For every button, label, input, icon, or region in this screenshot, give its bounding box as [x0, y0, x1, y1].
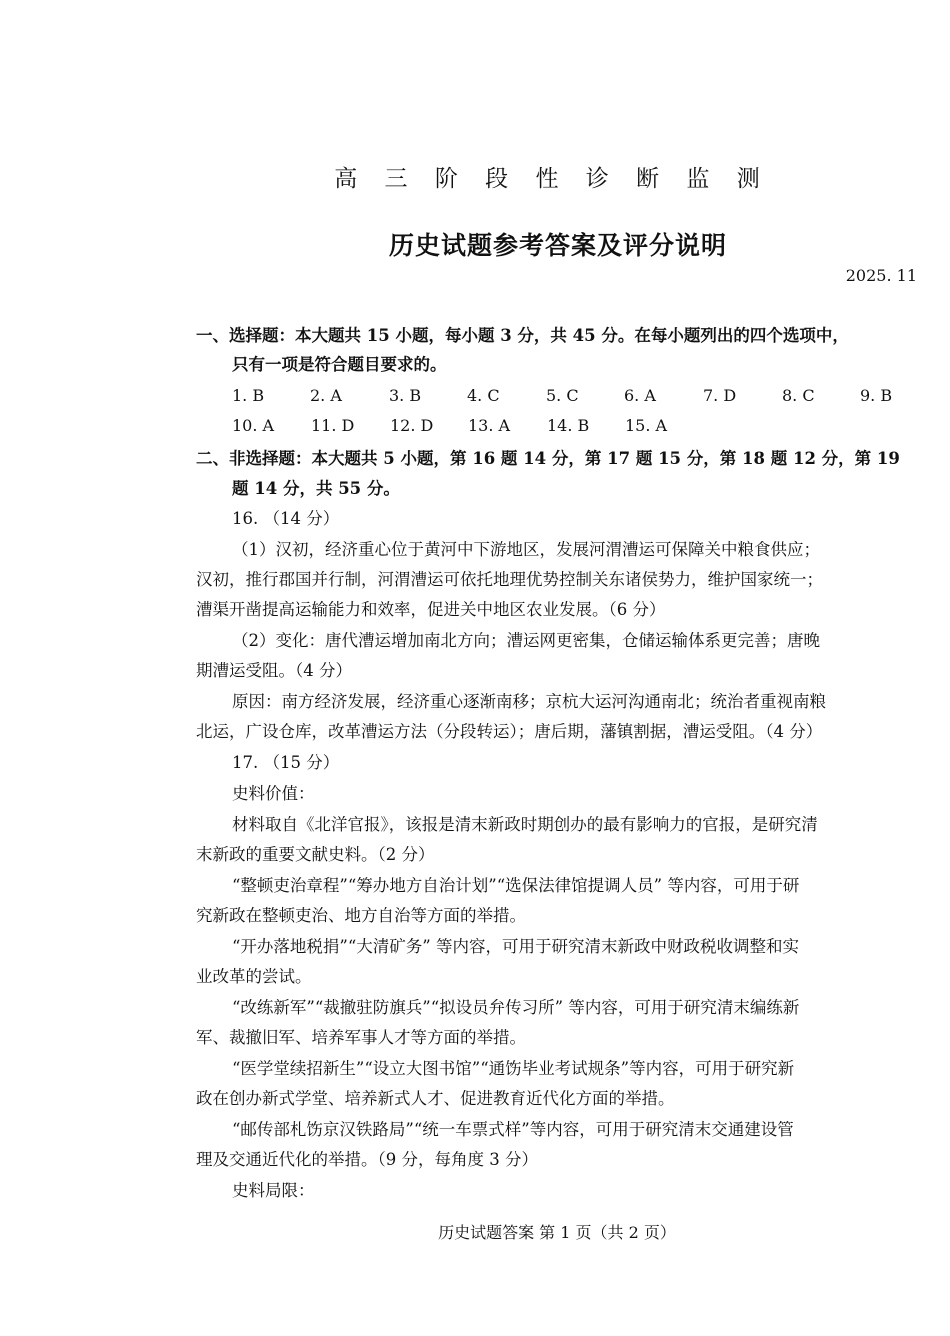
answer-item: 2. A [310, 386, 342, 405]
section2-heading-line1: 二、非选择题：本大题共 5 小题，第 16 题 14 分，第 17 题 15 分，第 18 题 12 分，第 19 [196, 449, 900, 468]
q17-education-line1: “医学堂续招新生”“设立大图书馆”“通饬毕业考试规条”等内容，可用于研究新 [232, 1059, 795, 1078]
q17-admin-line2: 究新政在整顿吏治、地方自治等方面的举措。 [196, 906, 526, 925]
answer-item: 10. A [232, 416, 275, 435]
document-date: 2025. 11 [845, 266, 917, 285]
answer-item: 12. D [390, 416, 434, 435]
q17-finance-line2: 业改革的尝试。 [196, 967, 312, 986]
q16-part2-line2: 期漕运受阻。（4 分） [196, 661, 352, 680]
q17-transport-line2: 理及交通近代化的举措。（9 分，每角度 3 分） [196, 1150, 538, 1169]
answer-item: 4. C [467, 386, 500, 405]
q17-value-label: 史料价值： [232, 784, 315, 803]
q17-military-line1: “改练新军”“裁撤驻防旗兵”“拟设员弁传习所” 等内容，可用于研究清末编练新 [232, 998, 800, 1017]
q16-part2-line1: （2）变化：唐代漕运增加南北方向；漕运网更密集，仓储运输体系更完善；唐晚 [232, 631, 820, 650]
section1-heading-line1: 一、选择题：本大题共 15 小题，每小题 3 分，共 45 分。在每小题列出的四个选项中， [196, 326, 849, 345]
q17-source-line1: 材料取自《北洋官报》，该报是清末新政时期创办的最有影响力的官报，是研究清 [232, 815, 818, 834]
q17-label: 17. （15 分） [232, 753, 340, 772]
answer-item: 14. B [547, 416, 590, 435]
exam-title: 高 三 阶 段 性 诊 断 监 测 [334, 166, 770, 192]
q16-part1-line1: （1）汉初，经济重心位于黄河中下游地区，发展河渭漕运可保障关中粮食供应； [232, 540, 820, 559]
document-title: 历史试题参考答案及评分说明 [388, 231, 727, 260]
q17-source-line2: 末新政的重要文献史料。（2 分） [196, 845, 435, 864]
answer-item: 5. C [546, 386, 579, 405]
q16-reason-line1: 原因：南方经济发展，经济重心逐渐南移；京杭大运河沟通南北；统治者重视南粮 [232, 692, 826, 711]
answer-item: 8. C [782, 386, 815, 405]
q17-transport-line1: “邮传部札饬京汉铁路局”“统一车票式样”等内容，可用于研究清末交通建设管 [232, 1120, 794, 1139]
q16-part1-line3: 漕渠开凿提高运输能力和效率，促进关中地区农业发展。（6 分） [196, 600, 666, 619]
section2-heading-line2: 题 14 分，共 55 分。 [232, 479, 400, 498]
answer-item: 13. A [468, 416, 511, 435]
answer-item: 6. A [624, 386, 656, 405]
answer-item: 9. B [860, 386, 893, 405]
q17-education-line2: 政在创办新式学堂、培养新式人才、促进教育近代化方面的举措。 [196, 1089, 675, 1108]
answer-item: 3. B [389, 386, 422, 405]
q16-label: 16. （14 分） [232, 509, 340, 528]
answer-item: 15. A [625, 416, 668, 435]
answers-row-1 [0, 386, 950, 408]
q16-part1-line2: 汉初，推行郡国并行制，河渭漕运可依托地理优势控制关东诸侯势力，维护国家统一； [196, 570, 823, 589]
answers-row-2 [0, 416, 950, 438]
q17-finance-line1: “开办落地税捐”“大清矿务” 等内容，可用于研究清末新政中财政税收调整和实 [232, 937, 799, 956]
q16-reason-line2: 北运，广设仓库，改革漕运方法（分段转运）；唐后期，藩镇割据，漕运受阻。（4 分） [196, 722, 823, 741]
q17-limit-label: 史料局限： [232, 1181, 315, 1200]
answer-item: 7. D [703, 386, 737, 405]
section1-heading-line2: 只有一项是符合题目要求的。 [232, 355, 447, 374]
q17-admin-line1: “整顿吏治章程”“筹办地方自治计划”“选保法律馆提调人员” 等内容，可用于研 [232, 876, 800, 895]
q17-military-line2: 军、裁撤旧军、培养军事人才等方面的举措。 [196, 1028, 526, 1047]
answer-item: 1. B [232, 386, 265, 405]
page-footer: 历史试题答案 第 1 页（共 2 页） [438, 1223, 676, 1242]
answer-item: 11. D [311, 416, 355, 435]
